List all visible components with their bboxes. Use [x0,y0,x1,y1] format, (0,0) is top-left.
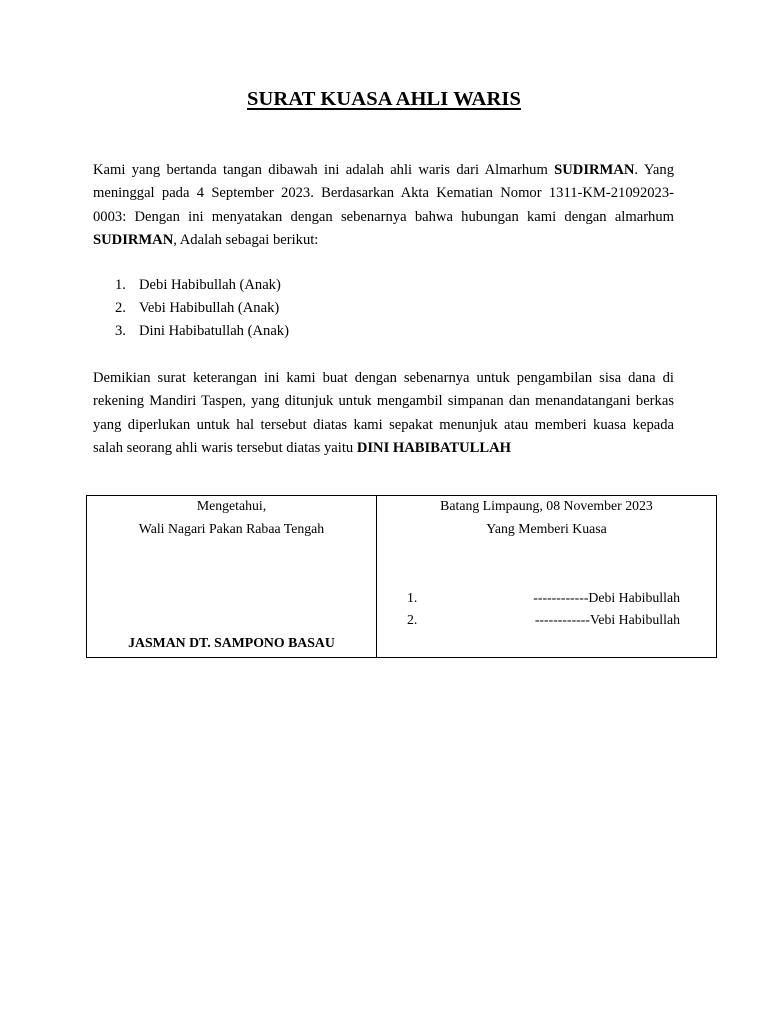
intro-text-2: . Yang meninggal pada 4 September 2023. Berdasarkan Akta Kematian Nomor 1311-KM-21092023-0003: Dengan ini menyatakan dengan sebenarnya bahwa hubungan kami dengan almarhum [93,162,674,225]
place-date: Batang Limpaung, 08 November 2023 [440,498,653,513]
signature-table [86,495,717,658]
intro-paragraph [93,159,674,252]
deceased-name-repeat: SUDIRMAN [93,231,174,248]
list-item [93,274,653,297]
heirs-list [93,274,653,343]
list-item [93,297,653,320]
heir-entry: Debi Habibullah (Anak) [139,277,281,293]
signer-signature-line: ------------Debi Habibullah [533,590,680,605]
list-number: 1. [115,277,126,293]
signer-number: 2. [407,612,418,627]
village-head-title: Wali Nagari Pakan Rabaa Tengah [138,521,325,536]
heir-entry: Vebi Habibullah (Anak) [139,300,280,317]
acknowledged-label: Mengetahui, [196,498,267,513]
grantor-cell [377,496,716,657]
intro-text-1: Kami yang bertanda tangan dibawah ini adalah ahli waris dari Almarhum [93,162,555,178]
list-item [93,320,653,343]
village-head-name: JASMAN DT. SAMPONO BASAU [128,635,335,650]
grantor-label: Yang Memberi Kuasa [486,521,607,536]
signer-number: 1. [407,590,418,605]
appointed-heir-name: DINI HABIBATULLAH [356,439,512,456]
signer-row [407,589,680,607]
heir-entry: Dini Habibatullah (Anak) [139,323,289,340]
deceased-name: SUDIRMAN [554,162,635,178]
intro-text-3: , Adalah sebagai berikut: [173,231,319,248]
closing-paragraph [93,367,674,460]
list-number: 3. [115,323,126,340]
document-title: SURAT KUASA AHLI WARIS [247,88,521,110]
signer-row [407,611,680,629]
signer-signature-line: ------------Vebi Habibullah [534,612,680,627]
list-number: 2. [115,300,126,317]
closing-text: Demikian surat keterangan ini kami buat dengan sebenarnya untuk pengambilan sisa dana di rekening Mandiri Taspen, yang ditunjuk untuk mengambil simpanan dan menandatangani berkas yang diperlukan untuk hal tersebut diatas kami sepakat menunjuk atau memberi kuasa kepada salah seorang ahli waris tersebut diatas yaitu [93,370,674,456]
village-head-cell [87,496,377,657]
